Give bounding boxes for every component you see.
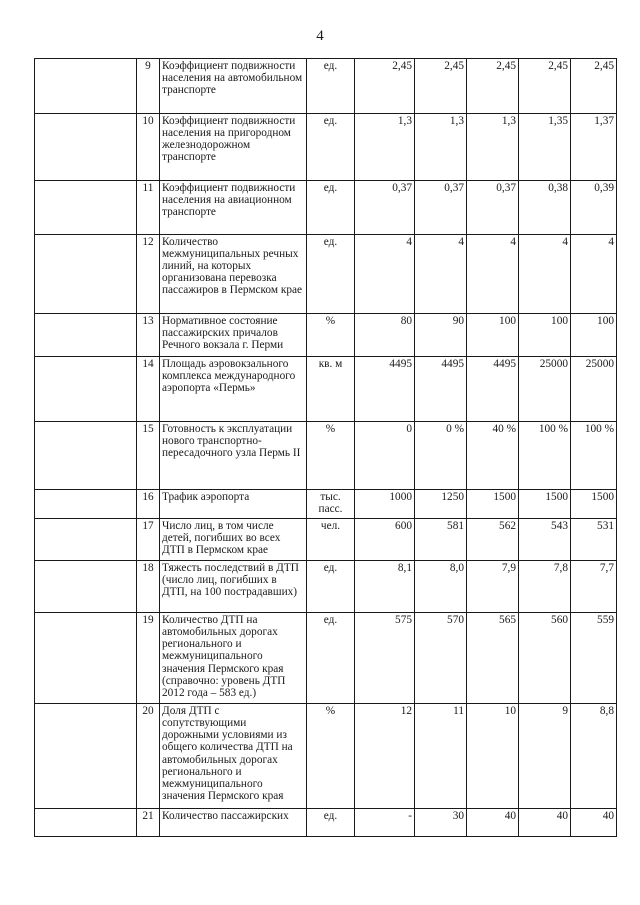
unit-cell: %	[307, 704, 355, 809]
side-column-cell	[35, 114, 137, 181]
row-number-cell: 11	[137, 181, 160, 235]
unit-cell: ед.	[307, 613, 355, 704]
value-cell: 4495	[415, 357, 467, 422]
value-cell: 565	[467, 613, 519, 704]
value-cell: 4495	[355, 357, 415, 422]
value-cell: 4	[571, 235, 617, 314]
indicator-name-cell: Площадь аэровокзального комплекса международного аэропорта «Пермь»	[160, 357, 307, 422]
side-column-cell	[35, 704, 137, 809]
value-cell: 1,35	[519, 114, 571, 181]
value-cell: 1250	[415, 490, 467, 519]
side-column-cell	[35, 561, 137, 613]
value-cell: 100 %	[519, 422, 571, 490]
value-cell: 8,1	[355, 561, 415, 613]
value-cell: 581	[415, 519, 467, 561]
indicator-name-cell: Количество пассажирских	[160, 809, 307, 837]
value-cell: 10	[467, 704, 519, 809]
value-cell: 40	[467, 809, 519, 837]
value-cell: 531	[571, 519, 617, 561]
unit-cell: ед.	[307, 181, 355, 235]
indicator-name-cell: Тяжесть последствий в ДТП (число лиц, погибших в ДТП, на 100 пострадавших)	[160, 561, 307, 613]
row-number-cell: 16	[137, 490, 160, 519]
table-row	[35, 422, 617, 490]
table-row	[35, 613, 617, 704]
row-number-cell: 21	[137, 809, 160, 837]
side-column-cell	[35, 59, 137, 114]
row-number-cell: 19	[137, 613, 160, 704]
value-cell: 0,37	[355, 181, 415, 235]
value-cell: 90	[415, 314, 467, 357]
value-cell: 40 %	[467, 422, 519, 490]
value-cell: 2,45	[519, 59, 571, 114]
indicator-name-cell: Коэффициент подвижности населения на пригородном железнодорожном транспорте	[160, 114, 307, 181]
unit-cell: %	[307, 314, 355, 357]
table-row	[35, 235, 617, 314]
value-cell: 25000	[519, 357, 571, 422]
indicator-name-cell: Доля ДТП с сопутствующими дорожными условиями из общего количества ДТП на автомобильных дорогах регионального и межмуниципального значения Пермского края	[160, 704, 307, 809]
value-cell: 30	[415, 809, 467, 837]
value-cell: 575	[355, 613, 415, 704]
table-row	[35, 59, 617, 114]
side-column-cell	[35, 357, 137, 422]
table-body	[35, 59, 617, 837]
row-number-cell: 12	[137, 235, 160, 314]
value-cell: 2,45	[415, 59, 467, 114]
indicator-name-cell: Количество ДТП на автомобильных дорогах регионального и межмуниципального значения Пермского края (справочно: уровень ДТП 2012 года – 583 ед.)	[160, 613, 307, 704]
value-cell: 8,0	[415, 561, 467, 613]
row-number-cell: 13	[137, 314, 160, 357]
value-cell: 7,7	[571, 561, 617, 613]
value-cell: 12	[355, 704, 415, 809]
table-row	[35, 809, 617, 837]
value-cell: 1,3	[467, 114, 519, 181]
side-column-cell	[35, 422, 137, 490]
value-cell: 9	[519, 704, 571, 809]
value-cell: 11	[415, 704, 467, 809]
side-column-cell	[35, 235, 137, 314]
unit-cell: тыс. пасс.	[307, 490, 355, 519]
page-number: 4	[316, 28, 324, 44]
unit-cell: ед.	[307, 114, 355, 181]
value-cell: 562	[467, 519, 519, 561]
value-cell: 2,45	[467, 59, 519, 114]
indicator-name-cell: Готовность к эксплуатации нового транспортно-пересадочного узла Пермь II	[160, 422, 307, 490]
value-cell: 1500	[467, 490, 519, 519]
value-cell: 25000	[571, 357, 617, 422]
row-number-cell: 15	[137, 422, 160, 490]
value-cell: 600	[355, 519, 415, 561]
indicators-table	[34, 58, 617, 837]
row-number-cell: 14	[137, 357, 160, 422]
unit-cell: ед.	[307, 561, 355, 613]
unit-cell: ед.	[307, 59, 355, 114]
table-row	[35, 314, 617, 357]
table-row	[35, 704, 617, 809]
value-cell: 560	[519, 613, 571, 704]
value-cell: 1500	[519, 490, 571, 519]
row-number-cell: 20	[137, 704, 160, 809]
value-cell: 8,8	[571, 704, 617, 809]
side-column-cell	[35, 181, 137, 235]
value-cell: 40	[571, 809, 617, 837]
unit-cell: ед.	[307, 235, 355, 314]
value-cell: 4	[519, 235, 571, 314]
unit-cell: чел.	[307, 519, 355, 561]
value-cell: 0	[355, 422, 415, 490]
value-cell: 100	[571, 314, 617, 357]
value-cell: 0,37	[467, 181, 519, 235]
table-row	[35, 357, 617, 422]
value-cell: 2,45	[571, 59, 617, 114]
value-cell: 570	[415, 613, 467, 704]
value-cell: 4	[467, 235, 519, 314]
row-number-cell: 9	[137, 59, 160, 114]
value-cell: 7,9	[467, 561, 519, 613]
unit-cell: %	[307, 422, 355, 490]
value-cell: 1500	[571, 490, 617, 519]
row-number-cell: 17	[137, 519, 160, 561]
value-cell: 2,45	[355, 59, 415, 114]
table-row	[35, 561, 617, 613]
indicator-name-cell: Трафик аэропорта	[160, 490, 307, 519]
side-column-cell	[35, 613, 137, 704]
indicator-name-cell: Коэффициент подвижности населения на автомобильном транспорте	[160, 59, 307, 114]
value-cell: 7,8	[519, 561, 571, 613]
table-row	[35, 114, 617, 181]
table-row	[35, 181, 617, 235]
table-row	[35, 519, 617, 561]
value-cell: 4495	[467, 357, 519, 422]
value-cell: 0,39	[571, 181, 617, 235]
side-column-cell	[35, 490, 137, 519]
indicator-name-cell: Число лиц, в том числе детей, погибших во всех ДТП в Пермском крае	[160, 519, 307, 561]
unit-cell: ед.	[307, 809, 355, 837]
side-column-cell	[35, 809, 137, 837]
value-cell: 4	[355, 235, 415, 314]
value-cell: 100	[519, 314, 571, 357]
value-cell: 0,38	[519, 181, 571, 235]
value-cell: 559	[571, 613, 617, 704]
value-cell: 4	[415, 235, 467, 314]
row-number-cell: 10	[137, 114, 160, 181]
value-cell: 100	[467, 314, 519, 357]
value-cell: 100 %	[571, 422, 617, 490]
row-number-cell: 18	[137, 561, 160, 613]
indicator-name-cell: Нормативное состояние пассажирских причалов Речного вокзала г. Перми	[160, 314, 307, 357]
value-cell: 40	[519, 809, 571, 837]
value-cell: 1,3	[415, 114, 467, 181]
value-cell: 0,37	[415, 181, 467, 235]
table-row	[35, 490, 617, 519]
side-column-cell	[35, 314, 137, 357]
indicator-name-cell: Коэффициент подвижности населения на авиационном транспорте	[160, 181, 307, 235]
value-cell: 80	[355, 314, 415, 357]
value-cell: 1,3	[355, 114, 415, 181]
unit-cell: кв. м	[307, 357, 355, 422]
side-column-cell	[35, 519, 137, 561]
value-cell: -	[355, 809, 415, 837]
value-cell: 1000	[355, 490, 415, 519]
value-cell: 0 %	[415, 422, 467, 490]
indicator-name-cell: Количество межмуниципальных речных линий, на которых организована перевозка пассажиров в Пермском крае	[160, 235, 307, 314]
value-cell: 1,37	[571, 114, 617, 181]
value-cell: 543	[519, 519, 571, 561]
